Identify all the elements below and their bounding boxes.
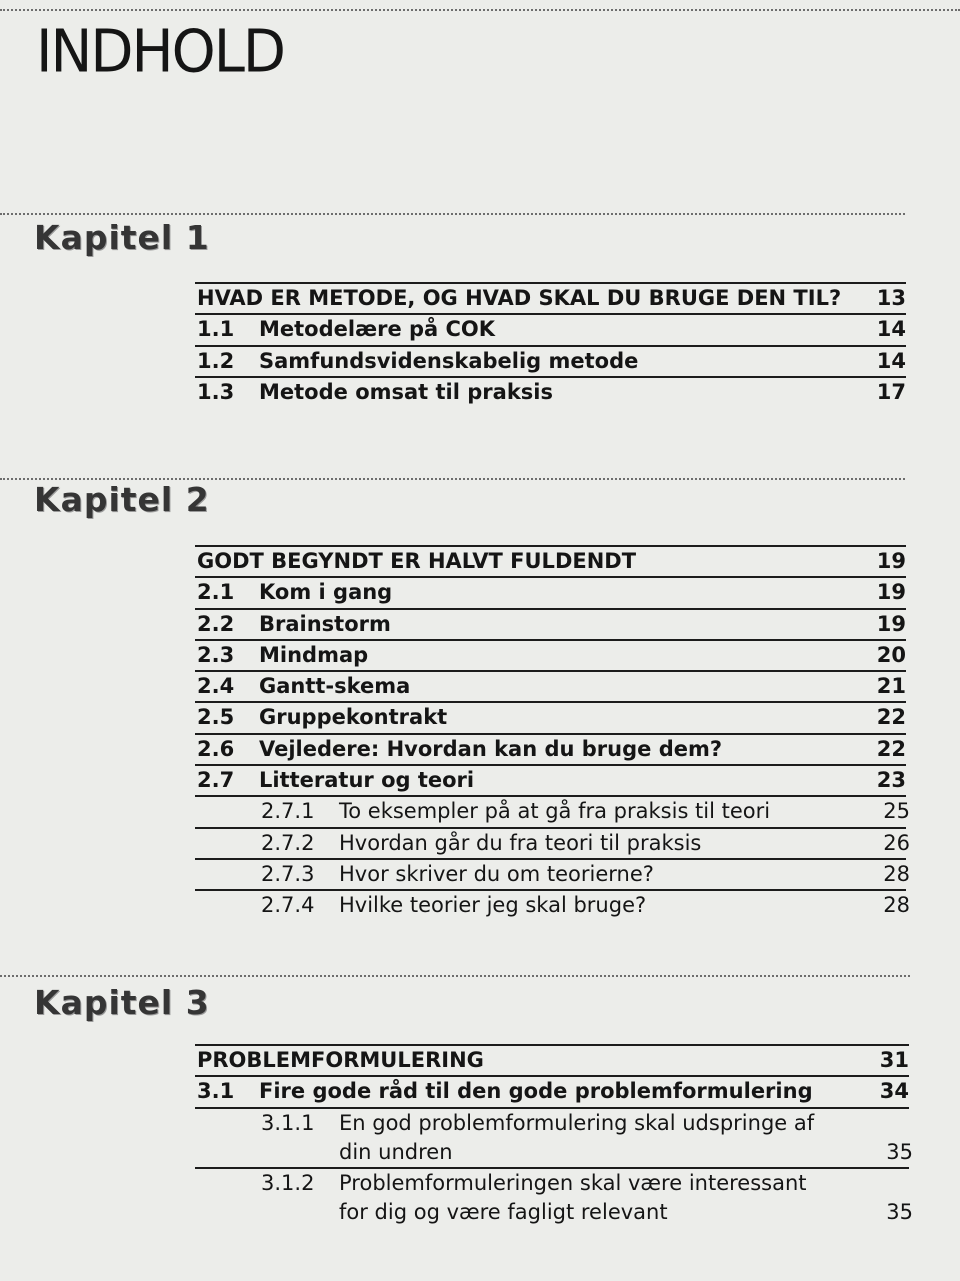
toc-section-number: 1.2 (197, 348, 235, 373)
toc-section-row[interactable] (195, 1075, 909, 1106)
chapter-2-toc (195, 545, 910, 921)
toc-section-row[interactable] (195, 345, 906, 376)
toc-page-number: 28 (883, 861, 910, 886)
toc-section-number: 1.3 (197, 379, 235, 404)
chapter-heading: Kapitel 2 (34, 480, 210, 519)
toc-subsection-label: En god problemformulering skal udspringe af din undren (339, 1110, 815, 1164)
toc-page-number: 22 (876, 736, 906, 761)
chapter-heading: Kapitel 1 (34, 218, 210, 257)
page-title: INDHOLD (36, 18, 285, 87)
toc-subsection-row[interactable] (195, 889, 910, 920)
toc-subsection-number: 2.7.1 (261, 799, 315, 824)
toc-page-number: 17 (876, 379, 906, 404)
chapter-3-toc (195, 1044, 913, 1227)
toc-chapter-title-row[interactable] (195, 545, 906, 576)
toc-section-number: 2.4 (197, 674, 235, 699)
toc-page-number: 19 (876, 611, 906, 636)
toc-section-row[interactable] (195, 733, 906, 764)
toc-page-number: 14 (876, 317, 906, 342)
toc-chapter-title: HVAD ER METODE, OG HVAD SKAL DU BRUGE DEN TIL? (197, 286, 842, 310)
toc-section-number: 3.1 (197, 1079, 235, 1104)
toc-section-label: Mindmap (259, 642, 369, 667)
toc-section-number: 2.5 (197, 705, 235, 730)
toc-section-label: Fire gode råd til den gode problemformulering (259, 1079, 813, 1104)
toc-section-label: Gantt-skema (259, 674, 411, 699)
toc-section-label: Metode omsat til praksis (259, 379, 553, 404)
toc-section-label: Litteratur og teori (259, 768, 475, 793)
toc-subsection-row[interactable] (195, 1107, 913, 1167)
toc-subsection-row[interactable] (195, 858, 910, 889)
toc-section-row[interactable] (195, 701, 906, 732)
toc-section-row[interactable] (195, 376, 906, 407)
chapter-heading: Kapitel 3 (34, 983, 210, 1022)
toc-subsection-label: Hvordan går du fra teori til praksis (339, 830, 702, 855)
top-dotted-rule (0, 9, 960, 11)
toc-page-number: 35 (886, 1139, 913, 1164)
toc-subsection-row[interactable] (195, 1167, 913, 1227)
toc-section-number: 2.6 (197, 736, 235, 761)
toc-section-row[interactable] (195, 576, 906, 607)
toc-section-label: Vejledere: Hvordan kan du bruge dem? (259, 736, 723, 761)
toc-page-number: 13 (876, 286, 906, 310)
toc-section-row[interactable] (195, 608, 906, 639)
toc-section-number: 2.1 (197, 580, 235, 605)
toc-section-row[interactable] (195, 313, 906, 344)
toc-page-number: 34 (879, 1079, 909, 1104)
toc-section-label: Brainstorm (259, 611, 391, 636)
toc-section-number: 1.1 (197, 317, 235, 342)
toc-section-row[interactable] (195, 764, 906, 795)
toc-section-label: Gruppekontrakt (259, 705, 448, 730)
toc-subsection-number: 2.7.4 (261, 893, 315, 918)
toc-subsection-label: Problemformuleringen skal være interessant for dig og være fagligt relevant (339, 1170, 807, 1224)
toc-page-number: 28 (883, 893, 910, 918)
toc-section-row[interactable] (195, 670, 906, 701)
toc-subsection-label: Hvilke teorier jeg skal bruge? (339, 893, 647, 918)
toc-page-number: 19 (876, 580, 906, 605)
toc-subsection-label: To eksempler på at gå fra praksis til teori (339, 799, 771, 824)
chapter-divider (0, 975, 910, 977)
toc-subsection-row[interactable] (195, 827, 910, 858)
toc-subsection-label: Hvor skriver du om teorierne? (339, 861, 654, 886)
toc-chapter-title: PROBLEMFORMULERING (197, 1048, 484, 1072)
toc-page-number: 35 (886, 1199, 913, 1224)
toc-section-number: 2.2 (197, 611, 235, 636)
toc-page-number: 23 (876, 768, 906, 793)
toc-subsection-row[interactable] (195, 795, 910, 826)
toc-section-label: Metodelære på COK (259, 317, 496, 342)
toc-section-row[interactable] (195, 639, 906, 670)
toc-section-label: Samfundsvidenskabelig metode (259, 348, 639, 373)
toc-page-number: 31 (879, 1048, 909, 1072)
toc-page-number: 21 (876, 674, 906, 699)
chapter-divider (0, 213, 905, 215)
toc-subsection-number: 3.1.2 (261, 1170, 315, 1195)
toc-section-label: Kom i gang (259, 580, 393, 605)
toc-chapter-title-row[interactable] (195, 1044, 909, 1075)
toc-chapter-title: GODT BEGYNDT ER HALVT FULDENDT (197, 549, 637, 573)
toc-subsection-number: 2.7.3 (261, 861, 315, 886)
toc-subsection-number: 2.7.2 (261, 830, 315, 855)
toc-section-number: 2.7 (197, 768, 235, 793)
toc-page-number: 25 (883, 799, 910, 824)
toc-page-number: 22 (876, 705, 906, 730)
toc-page-number: 20 (876, 642, 906, 667)
toc-page-number: 14 (876, 348, 906, 373)
chapter-1-toc (195, 282, 906, 407)
toc-subsection-number: 3.1.1 (261, 1110, 315, 1135)
toc-chapter-title-row[interactable] (195, 282, 906, 313)
toc-page-number: 26 (883, 830, 910, 855)
toc-page-number: 19 (876, 549, 906, 573)
toc-section-number: 2.3 (197, 642, 235, 667)
